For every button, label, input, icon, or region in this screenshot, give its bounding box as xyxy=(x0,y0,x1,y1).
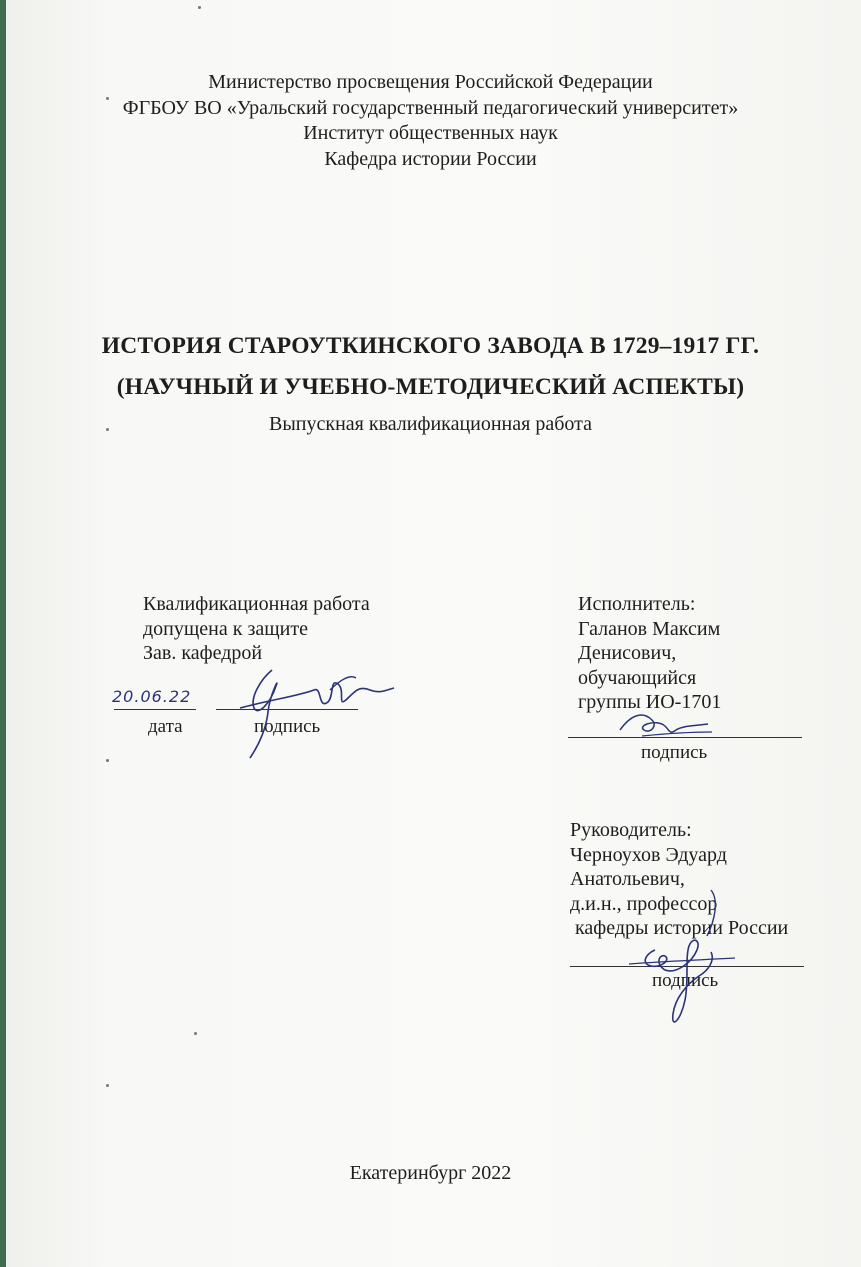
date-line xyxy=(114,709,196,710)
scan-speck xyxy=(106,759,109,762)
date-caption: дата xyxy=(148,716,183,737)
work-type: Выпускная квалификационная работа xyxy=(269,413,592,435)
thesis-title xyxy=(0,326,861,408)
approval-line-1: Квалификационная работа xyxy=(143,593,370,615)
executor-signature-icon xyxy=(612,700,722,750)
head-signature-caption: подпись xyxy=(254,716,321,737)
supervisor-signature-caption: подпись xyxy=(652,970,719,991)
institution-header xyxy=(0,70,861,172)
executor-status: обучающийся xyxy=(578,666,697,689)
supervisor-name-2: Анатольевич, xyxy=(570,868,685,890)
executor-signature-caption: подпись xyxy=(641,742,708,763)
executor-label: Исполнитель: xyxy=(578,593,696,615)
head-signature-icon xyxy=(210,650,400,765)
handwritten-date: 20.06.22 xyxy=(112,687,192,706)
title-line-1: ИСТОРИЯ СТАРОУТКИНСКОГО ЗАВОДА В 1729–1917 ГГ. xyxy=(101,333,760,359)
supervisor-department: кафедры истории России xyxy=(570,917,789,939)
scan-speck xyxy=(198,6,201,9)
supervisor-signature-icon xyxy=(615,880,745,1040)
executor-group: группы ИО-1701 xyxy=(578,691,722,713)
supervisor-name-1: Черноухов Эдуард xyxy=(570,843,727,866)
city-year: Екатеринбург 2022 xyxy=(349,1162,512,1184)
supervisor-degree: д.и.н., профессор xyxy=(570,892,718,915)
scan-speck xyxy=(194,1032,197,1035)
scan-speck xyxy=(106,1084,109,1087)
university-line: ФГБОУ ВО «Уральский государственный педагогический университет» xyxy=(122,96,739,119)
ministry-line: Министерство просвещения Российской Федерации xyxy=(208,71,653,93)
department-line: Кафедра истории России xyxy=(324,147,537,170)
document-page xyxy=(6,0,861,1267)
title-line-2: (НАУЧНЫЙ И УЧЕБНО-МЕТОДИЧЕСКИЙ АСПЕКТЫ) xyxy=(116,374,745,400)
executor-name-2: Денисович, xyxy=(578,642,677,664)
executor-block xyxy=(578,592,721,715)
approval-line-2: допущена к защите xyxy=(143,617,308,640)
supervisor-label: Руководитель: xyxy=(570,819,692,841)
executor-name-1: Галанов Максим xyxy=(578,617,721,640)
approval-line-3: Зав. кафедрой xyxy=(143,642,263,664)
institute-line: Институт общественных наук xyxy=(303,122,558,144)
